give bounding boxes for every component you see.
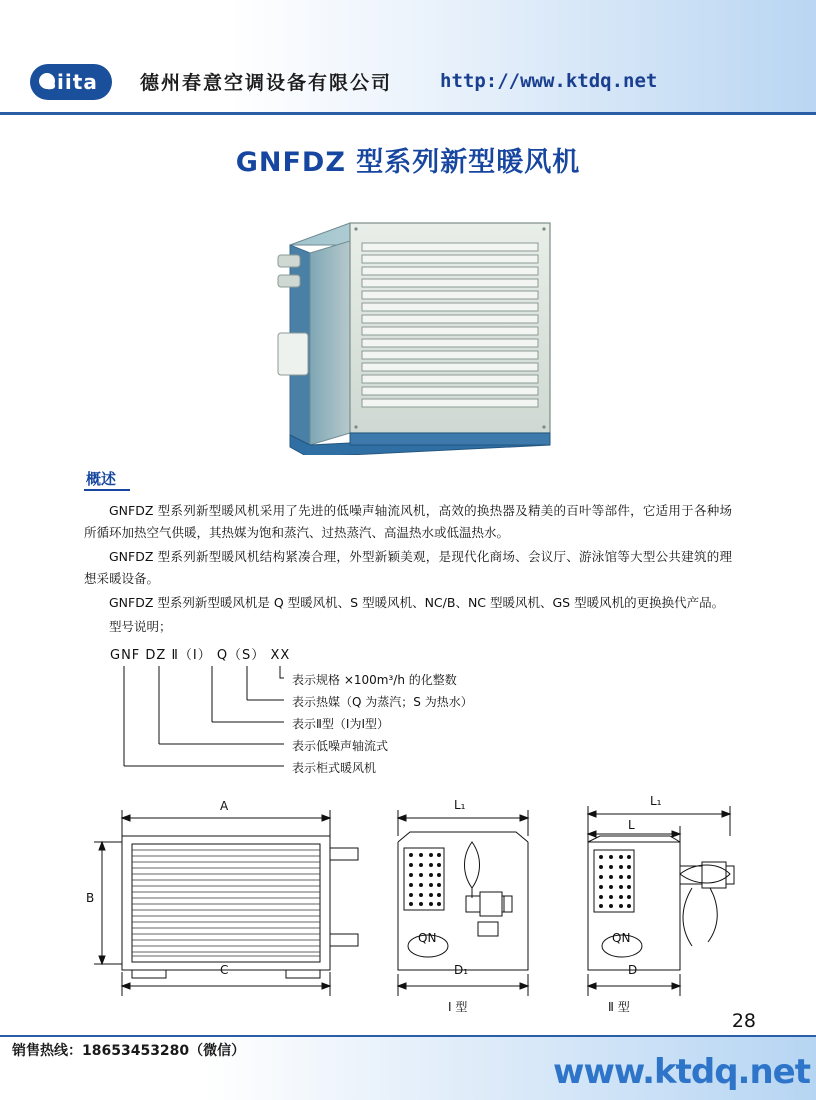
overview-paragraph-1: GNFDZ 型系列新型暖风机采用了先进的低噪声轴流风机，高效的换热器及精美的百叶等部件，它适用于各种场所循环加热空气供暖，其热媒为饱和蒸汽、过热蒸汽、高温热水或低温热水。	[84, 503, 732, 540]
front-view-dim-a: A	[220, 799, 229, 813]
company-name: 德州春意空调设备有限公司	[140, 72, 393, 94]
type2-dim-l: L	[628, 818, 635, 832]
company-url: http://www.ktdq.net	[440, 70, 658, 92]
type1-dim-l1: L₁	[454, 798, 466, 812]
company-logo	[30, 64, 112, 100]
model-label-2: 表示Ⅱ型（Ⅰ为Ⅰ型）	[292, 717, 389, 731]
section-heading-overview: 概述	[86, 470, 117, 488]
overview-paragraph-4: 型号说明；	[109, 619, 172, 634]
product-photo	[250, 205, 570, 455]
model-code-line: GNF DZ Ⅱ（Ⅰ） Q（S） XX	[110, 648, 291, 663]
footer-divider	[0, 1035, 816, 1037]
model-label-0	[292, 671, 457, 688]
front-view-dim-c: C	[220, 963, 229, 977]
model-label-1: 表示热媒（Q 为蒸汽；S 为热水）	[292, 695, 473, 709]
model-label-0-text: 表示规格 ×100m³/h 的化整数	[292, 673, 457, 687]
front-view-dim-b: B	[86, 891, 95, 905]
page-header-band	[0, 0, 816, 112]
footer-hotline: 销售热线：18653453280（微信）	[12, 1043, 246, 1059]
page-number: 28	[731, 1010, 756, 1032]
overview-body	[84, 500, 732, 640]
type1-caption: Ⅰ 型	[448, 1000, 468, 1014]
type2-port-label: QN	[612, 931, 631, 945]
overview-paragraph-3: GNFDZ 型系列新型暖风机是 Q 型暖风机、S 型暖风机、NC/B、NC 型暖风机、GS 型暖风机的更换换代产品。	[109, 595, 725, 610]
type1-dim-d1: D₁	[454, 963, 469, 977]
type2-dim-d: D	[628, 963, 638, 977]
model-label-4: 表示柜式暖风机	[292, 761, 377, 775]
type2-caption: Ⅱ 型	[608, 1000, 630, 1014]
section-heading-underline	[84, 489, 130, 491]
footer-website: www.ktdq.net	[553, 1052, 810, 1092]
logo-text: siita	[44, 70, 98, 94]
drawings-svg	[80, 796, 760, 1021]
model-label-3: 表示低噪声轴流式	[292, 739, 389, 753]
model-leader-lines	[84, 638, 744, 788]
product-photo-svg	[250, 205, 570, 455]
header-divider	[0, 112, 816, 115]
type2-dim-l1: L₁	[650, 794, 662, 808]
type1-port-label: QN	[418, 931, 437, 945]
model-code-explanation	[84, 638, 744, 788]
page-title: GNFDZ 型系列新型暖风机	[235, 147, 581, 178]
technical-drawings	[80, 796, 760, 1016]
overview-paragraph-2: GNFDZ 型系列新型暖风机结构紧凑合理，外型新颖美观，是现代化商场、会议厅、游泳馆等大型公共建筑的理想采暖设备。	[84, 549, 732, 586]
